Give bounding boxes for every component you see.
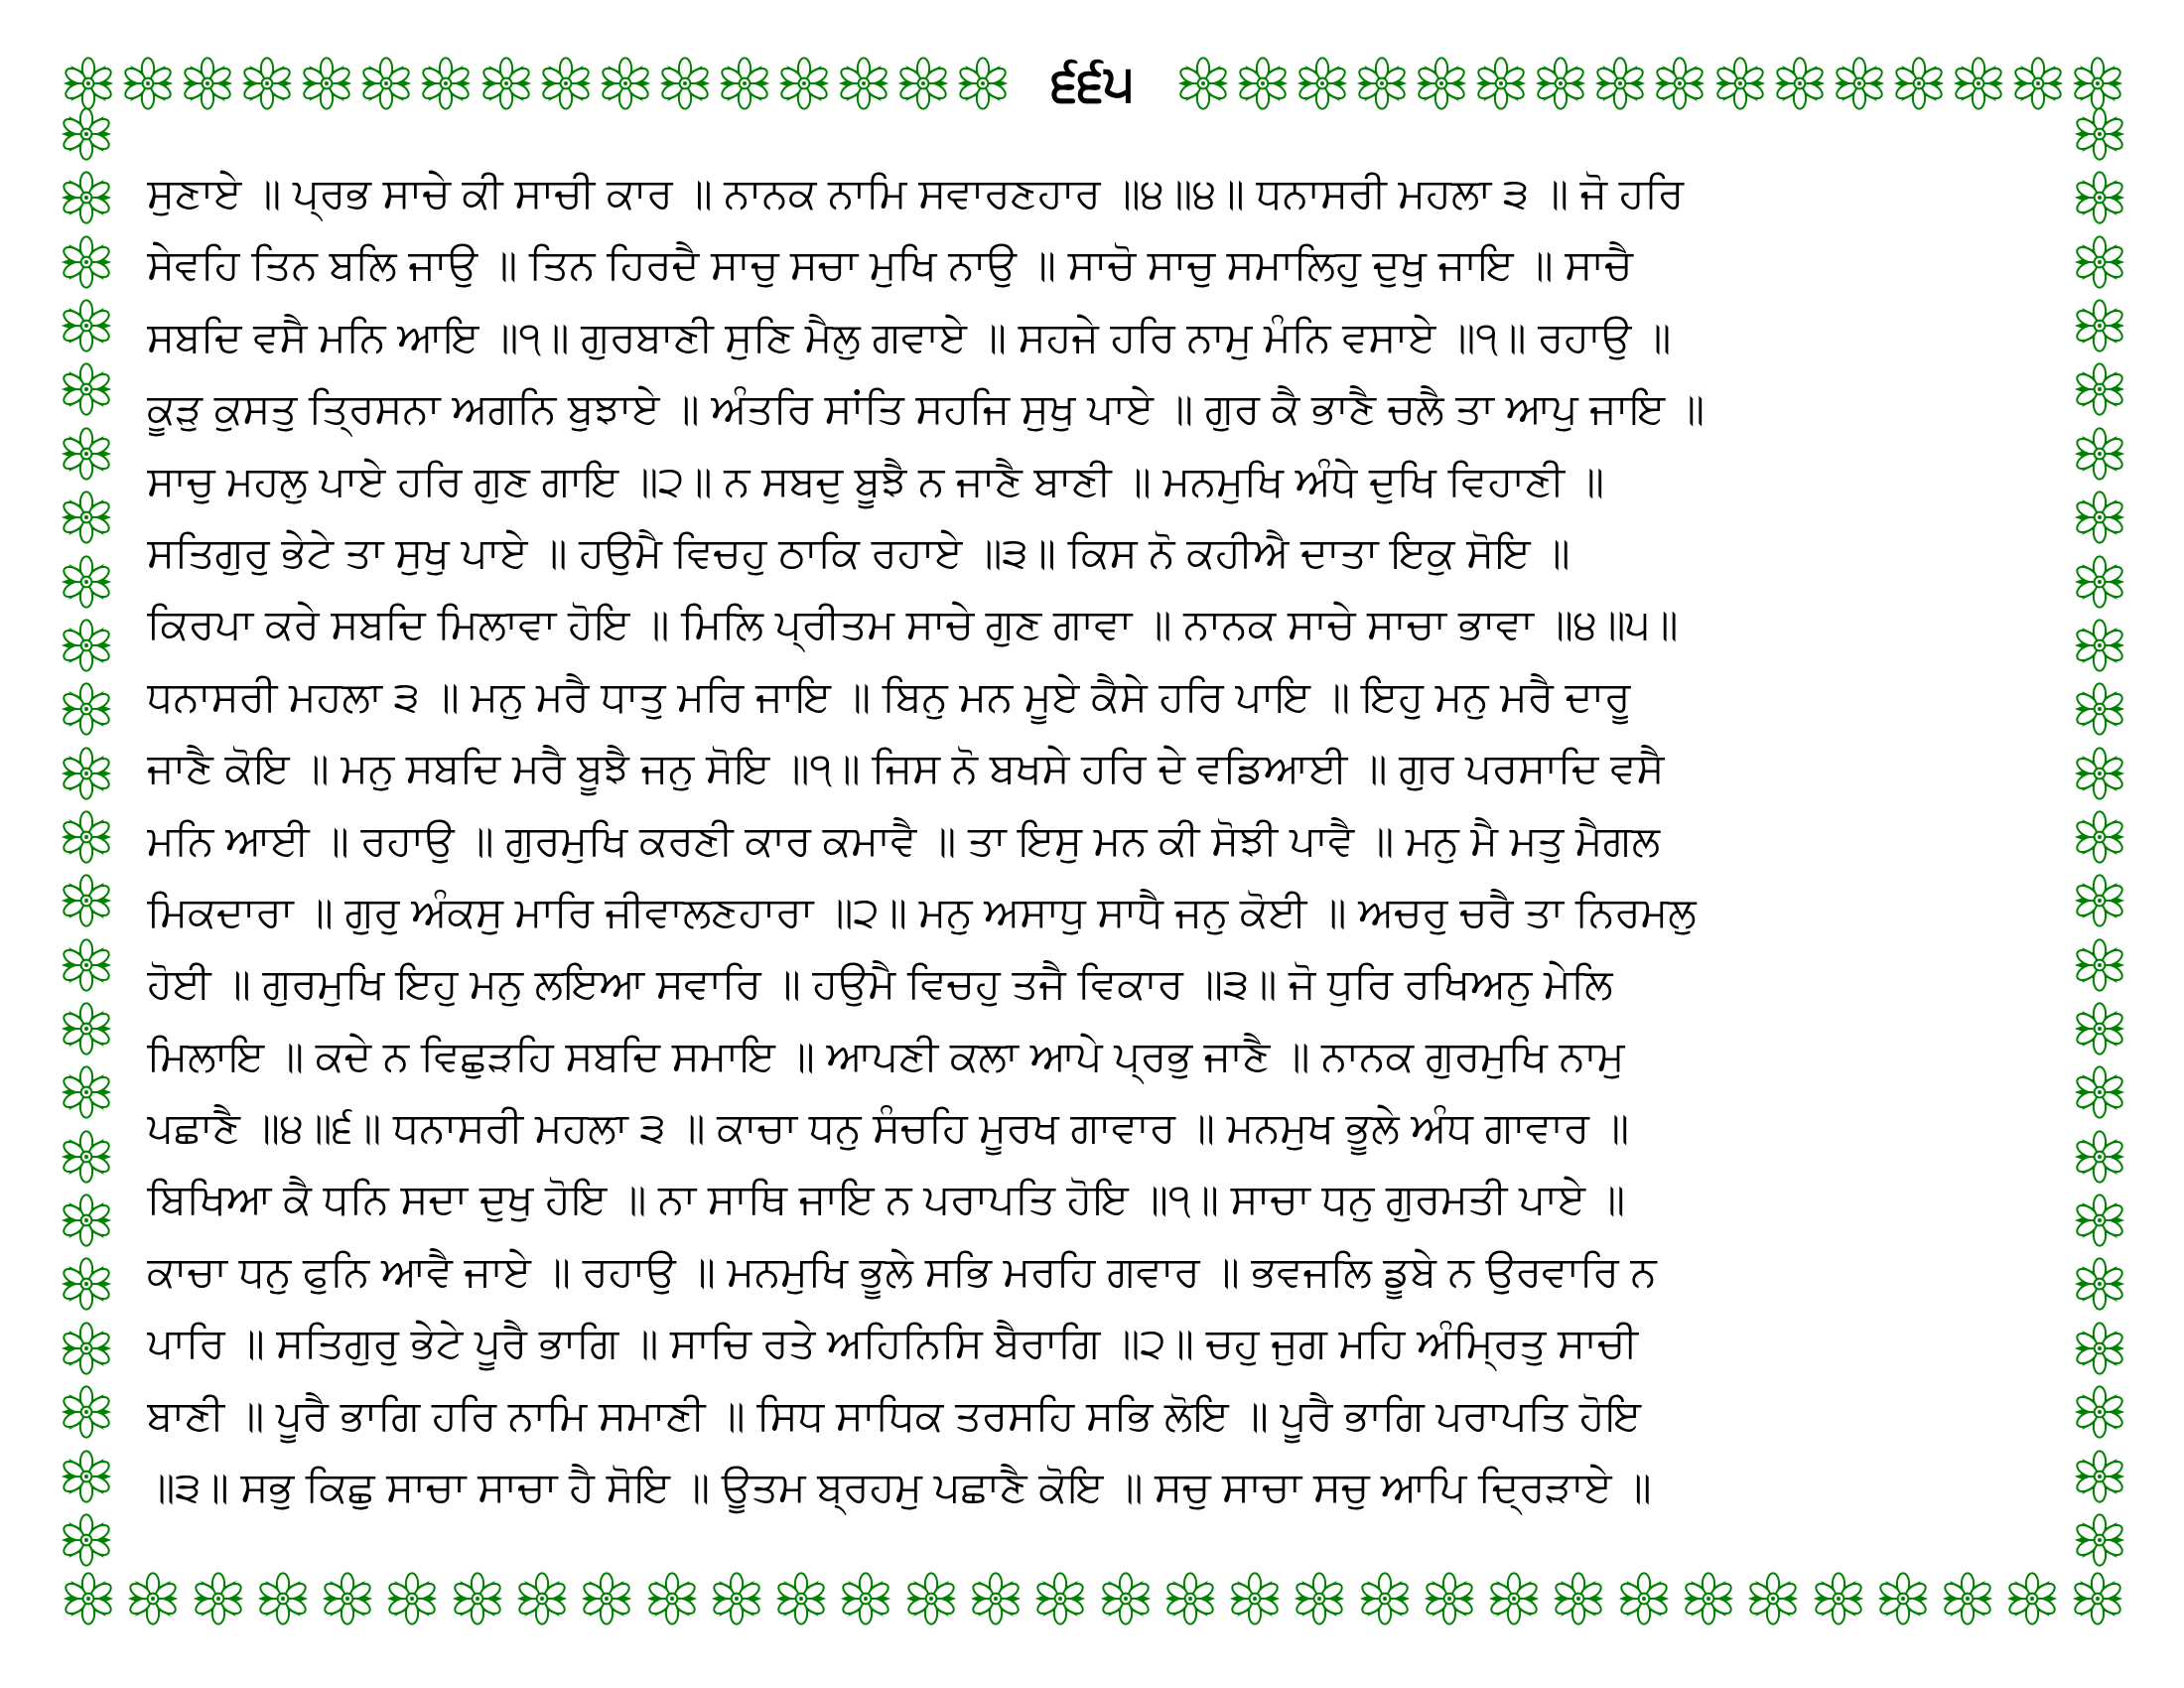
flower-icon	[2073, 1385, 2126, 1439]
flower-icon	[62, 57, 115, 110]
flower-icon	[240, 57, 294, 110]
flower-icon	[2005, 1572, 2059, 1625]
flower-icon	[60, 491, 113, 544]
flower-icon	[1293, 1572, 1346, 1625]
flower-icon	[1833, 57, 1886, 110]
text-line: ਬਿਖਿਆ ਕੈ ਧਨਿ ਸਦਾ ਦੁਖੁ ਹੋਇ ॥ ਨਾ ਸਾਥਿ ਜਾਇ ਨ ਪਰਾਪਤਿ ਹੋਇ ॥੧॥ ਸਾਚਾ ਧਨੁ ਗੁਰਮਤੀ ਪਾਏ ॥	[147, 1176, 1626, 1223]
text-line: ਮਿਲਾਇ ॥ ਕਦੇ ਨ ਵਿਛੁੜਹਿ ਸਬਦਿ ਸਮਾਇ ॥ ਆਪਣੀ ਕਲਾ ਆਪੇ ਪ੍ਰਭੁ ਜਾਣੈ ॥ ਨਾਨਕ ਗੁਰਮੁਖਿ ਨਾਮੁ	[147, 1032, 1625, 1079]
flower-icon	[2073, 491, 2126, 544]
flower-icon	[1355, 57, 1409, 110]
flower-icon	[1892, 57, 1946, 110]
flower-icon	[60, 682, 113, 736]
text-line: ਪਛਾਣੈ ॥੪॥੬॥ ਧਨਾਸਰੀ ਮਹਲਾ ੩ ॥ ਕਾਚਾ ਧਨੁ ਸੰਚਹਿ ਮੂਰਖ ਗਾਵਾਰ ॥ ਮਨਮੁਖ ਭੂਲੇ ਅੰਧ ਗਾਵਾਰ ॥	[147, 1104, 1630, 1152]
flower-icon	[60, 938, 113, 992]
flower-icon	[60, 1002, 113, 1055]
flower-icon	[60, 1194, 113, 1247]
flower-icon	[1746, 1572, 1800, 1625]
flower-icon	[599, 57, 652, 110]
flower-icon	[60, 810, 113, 864]
flower-icon	[2073, 682, 2126, 736]
flower-icon	[718, 57, 771, 110]
scripture-text	[147, 158, 2063, 1523]
flower-icon	[2073, 1002, 2126, 1055]
text-line: ਮਨਿ ਆਈ ॥ ਰਹਾਉ ॥ ਗੁਰਮੁਖਿ ਕਰਣੀ ਕਾਰ ਕਮਾਵੈ ॥ ਤਾ ਇਸੁ ਮਨ ਕੀ ਸੋਝੀ ਪਾਵੈ ॥ ਮਨੁ ਮੈ ਮਤੁ ਮੈਗਲ	[147, 816, 1661, 864]
flower-icon	[385, 1572, 439, 1625]
flower-icon	[2011, 57, 2065, 110]
flower-icon	[2073, 299, 2126, 352]
flower-icon	[126, 1572, 180, 1625]
flower-icon	[62, 1572, 115, 1625]
flower-icon	[1941, 1572, 1994, 1625]
flower-icon	[896, 57, 950, 110]
flower-icon	[2073, 555, 2126, 609]
flower-icon	[1713, 57, 1767, 110]
flower-icon	[1228, 1572, 1282, 1625]
flower-icon	[192, 1572, 245, 1625]
flower-icon	[1358, 1572, 1412, 1625]
right-border-flowers	[2073, 107, 2126, 1567]
text-line: ਕਾਚਾ ਧਨੁ ਫੁਨਿ ਆਵੈ ਜਾਏ ॥ ਰਹਾਉ ॥ ਮਨਮੁਖਿ ਭੂਲੇ ਸਭਿ ਮਰਹਿ ਗਵਾਰ ॥ ਭਵਜਲਿ ਡੂਬੇ ਨ ਉਰਵਾਰਿ ਨ	[147, 1247, 1657, 1295]
flower-icon	[515, 1572, 569, 1625]
flower-icon	[2073, 1513, 2126, 1567]
text-line: ਧਨਾਸਰੀ ਮਹਲਾ ੩ ॥ ਮਨੁ ਮਰੈ ਧਾਤੁ ਮਰਿ ਜਾਇ ॥ ਬਿਨੁ ਮਨ ਮੂਏ ਕੈਸੇ ਹਰਿ ਪਾਇ ॥ ਇਹੁ ਮਨੁ ਮਰੈ ਦਾਰੂ	[147, 672, 1631, 720]
top-border-flowers-left	[62, 57, 1010, 110]
flower-icon	[60, 619, 113, 672]
flower-icon	[710, 1572, 763, 1625]
flower-icon	[60, 1385, 113, 1439]
flower-icon	[451, 1572, 504, 1625]
flower-icon	[2073, 1257, 2126, 1311]
flower-icon	[1593, 57, 1647, 110]
flower-icon	[2073, 1194, 2126, 1247]
flower-icon	[60, 1257, 113, 1311]
text-line: ਕਿਰਪਾ ਕਰੇ ਸਬਦਿ ਮਿਲਾਵਾ ਹੋਇ ॥ ਮਿਲਿ ਪ੍ਰੀਤਮ ਸਾਚੇ ਗੁਣ ਗਾਵਾ ॥ ਨਾਨਕ ਸਾਚੇ ਸਾਚਾ ਭਾਵਾ ॥੪॥੫॥	[147, 601, 1679, 648]
flower-icon	[2073, 1322, 2126, 1375]
flower-icon	[1423, 1572, 1476, 1625]
bottom-border-flowers	[62, 1571, 2124, 1626]
text-line: ਬਾਣੀ ॥ ਪੂਰੈ ਭਾਗਿ ਹਰਿ ਨਾਮਿ ਸਮਾਣੀ ॥ ਸਿਧ ਸਾਧਿਕ ਤਰਸਹਿ ਸਭਿ ਲੋਇ ॥ ਪੂਰੈ ਭਾਗਿ ਪਰਾਪਤਿ ਹੋਇ	[147, 1391, 1641, 1439]
flower-icon	[2073, 1450, 2126, 1503]
flower-icon	[1236, 57, 1290, 110]
flower-icon	[2071, 1572, 2124, 1625]
flower-icon	[1534, 57, 1587, 110]
text-line: ਪਾਰਿ ॥ ਸਤਿਗੁਰੁ ਭੇਟੇ ਪੂਰੈ ਭਾਗਿ ॥ ਸਾਚਿ ਰਤੇ ਅਹਿਨਿਸਿ ਬੈਰਾਗਿ ॥੨॥ ਚਹੁ ਜੁਗ ਮਹਿ ਅੰਮ੍ਰਿਤੁ ਸਾਚੀ	[147, 1320, 1638, 1367]
flower-icon	[60, 555, 113, 609]
flower-icon	[181, 57, 234, 110]
flower-icon	[1487, 1572, 1541, 1625]
flower-icon	[300, 57, 353, 110]
flower-icon	[1653, 57, 1706, 110]
flower-icon	[60, 107, 113, 161]
flower-icon	[2071, 57, 2124, 110]
left-border-flowers	[60, 107, 113, 1567]
flower-icon	[2073, 938, 2126, 992]
flower-icon	[321, 1572, 374, 1625]
flower-icon	[580, 1572, 633, 1625]
flower-icon	[1552, 1572, 1605, 1625]
flower-icon	[60, 171, 113, 224]
flower-icon	[60, 1065, 113, 1119]
flower-icon	[60, 747, 113, 800]
flower-icon	[839, 1572, 892, 1625]
text-line: ਸੇਵਹਿ ਤਿਨ ਬਲਿ ਜਾਉ ॥ ਤਿਨ ਹਿਰਦੈ ਸਾਚੁ ਸਚਾ ਮੁਖਿ ਨਾਉ ॥ ਸਾਚੋ ਸਾਚੁ ਸਮਾਲਿਹੁ ਦੁਖੁ ਜਾਇ ॥ ਸਾਚੈ	[147, 241, 1633, 289]
flower-icon	[645, 1572, 699, 1625]
flower-icon	[2073, 362, 2126, 416]
flower-icon	[1812, 1572, 1865, 1625]
flower-icon	[777, 57, 831, 110]
text-line: ਸਤਿਗੁਰੁ ਭੇਟੇ ਤਾ ਸੁਖੁ ਪਾਏ ॥ ਹਉਮੈ ਵਿਚਹੁ ਠਾਕਿ ਰਹਾਏ ॥੩॥ ਕਿਸ ਨੋ ਕਹੀਐ ਦਾਤਾ ਇਕੁ ਸੋਇ ॥	[147, 528, 1570, 576]
flower-icon	[1682, 1572, 1735, 1625]
flower-icon	[2073, 1130, 2126, 1184]
text-line: ਸਬਦਿ ਵਸੈ ਮਨਿ ਆਇ ॥੧॥ ਗੁਰਬਾਣੀ ਸੁਣਿ ਮੈਲੁ ਗਵਾਏ ॥ ਸਹਜੇ ਹਰਿ ਨਾਮੁ ਮੰਨਿ ਵਸਾਏ ॥੧॥ ਰਹਾਉ ॥	[147, 313, 1672, 360]
flower-icon	[60, 427, 113, 481]
flower-icon	[60, 299, 113, 352]
top-border-flowers-right	[1176, 57, 2124, 110]
text-line: ਕੂੜੁ ਕੁਸਤੁ ਤ੍ਰਿਸਨਾ ਅਗਨਿ ਬੁਝਾਏ ॥ ਅੰਤਰਿ ਸਾਂਤਿ ਸਹਜਿ ਸੁਖੁ ਪਾਏ ॥ ਗੁਰ ਕੈ ਭਾਣੈ ਚਲੈ ਤਾ ਆਪੁ ਜਾਇ ॥	[147, 385, 1706, 433]
text-line: ਜਾਣੈ ਕੋਇ ॥ ਮਨੁ ਸਬਦਿ ਮਰੈ ਬੂਝੈ ਜਨੁ ਸੋਇ ॥੧॥ ਜਿਸ ਨੋ ਬਖਸੇ ਹਰਿ ਦੇ ਵਡਿਆਈ ॥ ਗੁਰ ਪਰਸਾਦਿ ਵਸੈ	[147, 745, 1665, 792]
flower-icon	[256, 1572, 310, 1625]
flower-icon	[1617, 1572, 1671, 1625]
flower-icon	[1952, 57, 2005, 110]
flower-icon	[956, 57, 1010, 110]
flower-icon	[1176, 57, 1230, 110]
flower-icon	[359, 57, 413, 110]
page-number: ੬੬੫	[1051, 55, 1135, 112]
flower-icon	[60, 1513, 113, 1567]
flower-icon	[2073, 747, 2126, 800]
flower-icon	[837, 57, 890, 110]
flower-icon	[904, 1572, 958, 1625]
flower-icon	[2073, 107, 2126, 161]
text-line: ਹੋਈ ॥ ਗੁਰਮੁਖਿ ਇਹੁ ਮਨੁ ਲਇਆ ਸਵਾਰਿ ॥ ਹਉਮੈ ਵਿਚਹੁ ਤਜੈ ਵਿਕਾਰ ॥੩॥ ਜੋ ਧੁਰਿ ਰਖਿਅਨੁ ਮੇਲਿ	[147, 960, 1613, 1008]
flower-icon	[2073, 1065, 2126, 1119]
flower-icon	[2073, 427, 2126, 481]
flower-icon	[658, 57, 712, 110]
flower-icon	[1163, 1572, 1217, 1625]
flower-icon	[121, 57, 175, 110]
flower-icon	[2073, 235, 2126, 289]
text-line: ਸਾਚੁ ਮਹਲੁ ਪਾਏ ਹਰਿ ਗੁਣ ਗਾਇ ॥੨॥ ਨ ਸਬਦੁ ਬੂਝੈ ਨ ਜਾਣੈ ਬਾਣੀ ॥ ਮਨਮੁਖਿ ਅੰਧੇ ਦੁਖਿ ਵਿਹਾਣੀ ॥	[147, 457, 1605, 504]
flower-icon	[1773, 57, 1827, 110]
flower-icon	[60, 362, 113, 416]
flower-icon	[1876, 1572, 1930, 1625]
flower-icon	[419, 57, 473, 110]
text-line: ਸੁਣਾਏ ॥ ਪ੍ਰਭ ਸਾਚੇ ਕੀ ਸਾਚੀ ਕਾਰ ॥ ਨਾਨਕ ਨਾਮਿ ਸਵਾਰਣਹਾਰ ॥੪॥੪॥ ਧਨਾਸਰੀ ਮਹਲਾ ੩ ॥ ਜੋ ਹਰਿ	[147, 170, 1685, 216]
flower-icon	[774, 1572, 828, 1625]
flower-icon	[60, 235, 113, 289]
text-line: ॥੩॥ ਸਭੁ ਕਿਛੁ ਸਾਚਾ ਸਾਚਾ ਹੈ ਸੋਇ ॥ ਊਤਮ ਬ੍ਰਹਮੁ ਪਛਾਣੈ ਕੋਇ ॥ ਸਚੁ ਸਾਚਾ ਸਚੁ ਆਪਿ ਦ੍ਰਿੜਾਏ ॥	[147, 1464, 1652, 1511]
flower-icon	[479, 57, 533, 110]
flower-icon	[2073, 874, 2126, 927]
text-line: ਮਿਕਦਾਰਾ ॥ ਗੁਰੁ ਅੰਕਸੁ ਮਾਰਿ ਜੀਵਾਲਣਹਾਰਾ ॥੨॥ ਮਨੁ ਅਸਾਧੁ ਸਾਧੈ ਜਨੁ ਕੋਈ ॥ ਅਚਰੁ ਚਰੈ ਤਾ ਨਿਰਮਲੁ	[147, 888, 1697, 935]
flower-icon	[1296, 57, 1349, 110]
flower-icon	[969, 1572, 1023, 1625]
flower-icon	[60, 1450, 113, 1503]
flower-icon	[2073, 171, 2126, 224]
flower-icon	[1033, 1572, 1087, 1625]
flower-icon	[1415, 57, 1468, 110]
flower-icon	[2073, 619, 2126, 672]
flower-icon	[1474, 57, 1528, 110]
flower-icon	[60, 1130, 113, 1184]
flower-icon	[539, 57, 593, 110]
flower-icon	[2073, 810, 2126, 864]
flower-icon	[60, 874, 113, 927]
flower-icon	[1099, 1572, 1153, 1625]
top-border	[62, 52, 2124, 115]
flower-icon	[60, 1322, 113, 1375]
